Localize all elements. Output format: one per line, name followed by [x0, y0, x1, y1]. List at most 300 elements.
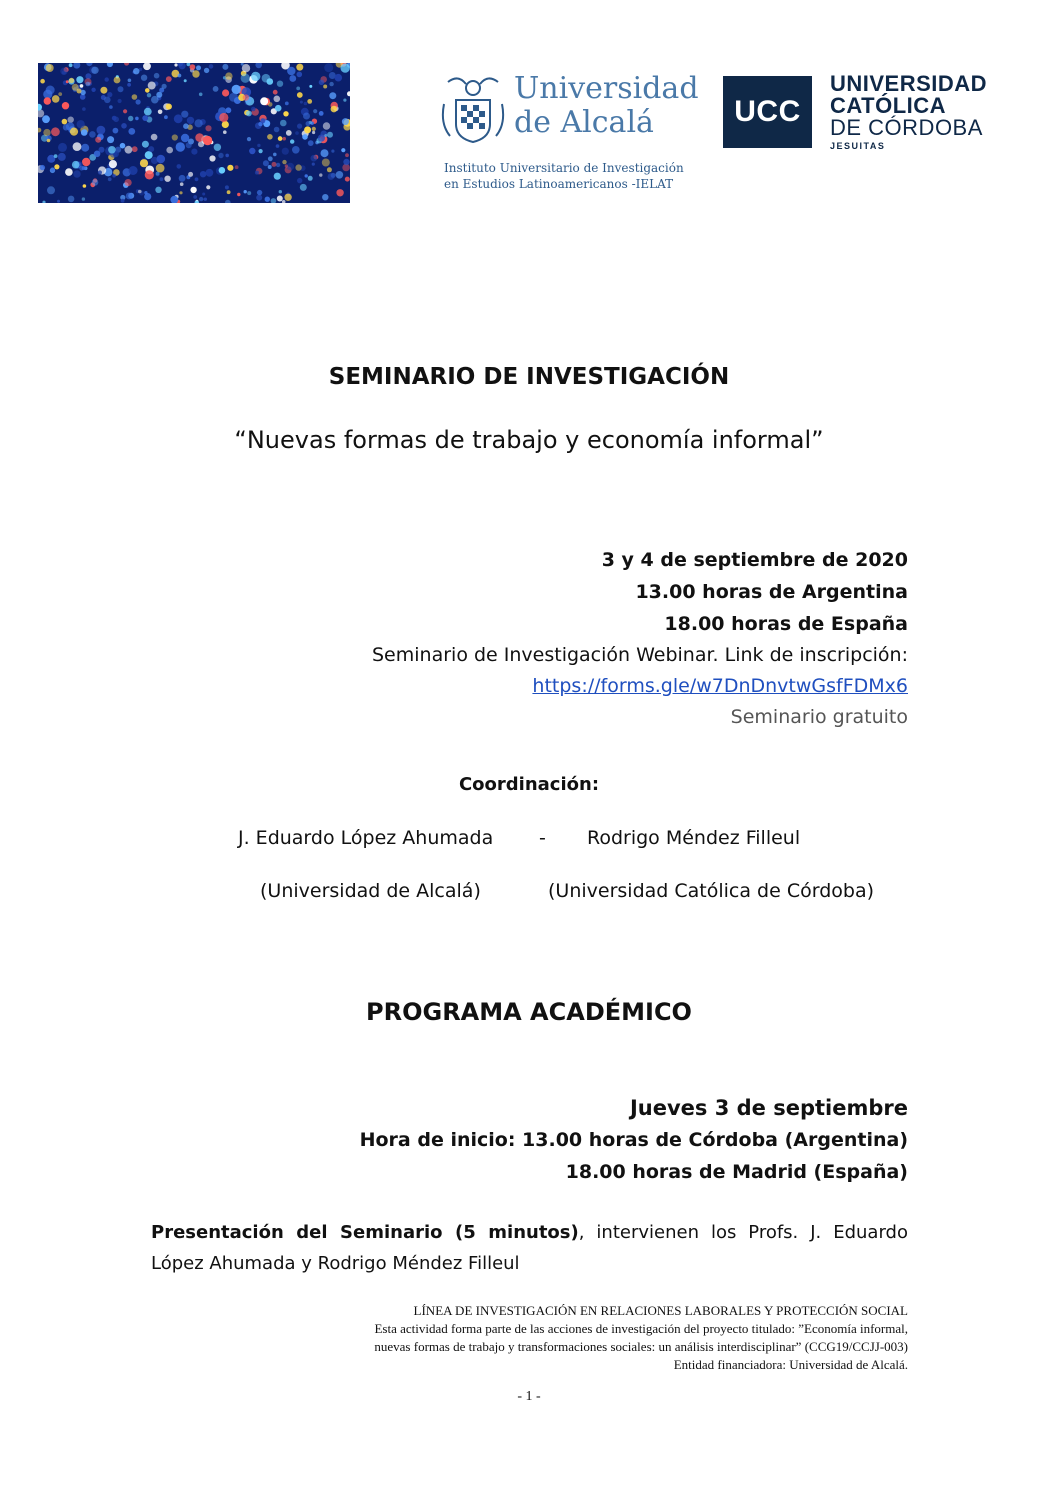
- banner-dot: [50, 167, 54, 171]
- banner-dot: [295, 131, 299, 135]
- banner-dot: [242, 64, 250, 72]
- banner-dot: [341, 63, 350, 72]
- banner-dot: [307, 99, 312, 104]
- program-start-es: 18.00 horas de Madrid (España): [565, 1161, 908, 1183]
- coordination-label: Coordinación:: [458, 774, 600, 795]
- banner-dot: [82, 197, 85, 200]
- banner-dot: [46, 64, 54, 72]
- banner-dot: [272, 162, 277, 167]
- banner-dot: [304, 102, 308, 106]
- banner-dot: [145, 170, 154, 179]
- banner-dot: [51, 127, 60, 136]
- banner-dot: [260, 97, 268, 105]
- banner-dot: [40, 79, 45, 84]
- banner-dot: [40, 165, 45, 170]
- banner-dot: [126, 193, 133, 200]
- banner-dot: [166, 76, 172, 82]
- banner-dot: [196, 65, 201, 70]
- banner-dot: [311, 155, 318, 162]
- banner-dot: [203, 136, 212, 145]
- banner-dot: [276, 163, 280, 167]
- banner-dot: [60, 68, 67, 75]
- banner-dot: [70, 128, 78, 136]
- banner-dot: [162, 84, 167, 89]
- banner-dot: [140, 159, 148, 167]
- banner-dot: [89, 131, 96, 138]
- banner-dot: [156, 92, 162, 98]
- banner-dot: [133, 68, 139, 74]
- banner-dot: [273, 153, 277, 157]
- footer-line3: nuevas formas de trabajo y transformaciones sociales: un análisis interdisciplinar” (CCG19/CCJJ-003): [374, 1339, 908, 1354]
- banner-dot: [52, 95, 60, 103]
- banner-dot: [179, 175, 186, 182]
- banner-dot: [190, 187, 196, 193]
- banner-dot: [195, 133, 204, 142]
- banner-dot: [323, 85, 327, 89]
- banner-dot: [329, 82, 333, 86]
- banner-dot: [132, 146, 138, 152]
- banner-dot: [145, 151, 153, 159]
- banner-dot: [91, 67, 98, 74]
- banner-dot: [188, 172, 193, 177]
- uah-logo: [438, 74, 508, 146]
- banner-dot: [285, 102, 289, 106]
- banner-dot: [195, 177, 199, 181]
- banner-dot: [249, 148, 255, 154]
- banner-dot: [42, 115, 50, 123]
- banner-dot: [177, 164, 182, 169]
- program-heading: PROGRAMA ACADÉMICO: [366, 998, 692, 1026]
- banner-dot: [80, 84, 84, 88]
- banner-dot: [91, 88, 95, 92]
- banner-dot: [300, 184, 307, 191]
- banner-dot: [105, 77, 109, 81]
- banner-dot: [331, 150, 334, 153]
- banner-dot: [97, 126, 106, 135]
- banner-dot: [57, 200, 60, 203]
- banner-dot: [274, 96, 281, 103]
- banner-dot: [295, 164, 301, 170]
- banner-dot: [58, 143, 67, 152]
- banner-dot: [277, 196, 283, 202]
- banner-dot: [218, 153, 223, 158]
- banner-dot: [129, 166, 138, 175]
- banner-dot: [166, 147, 173, 154]
- footer-line4: Entidad financiadora: Universidad de Alcalá.: [673, 1357, 908, 1372]
- ucc-logo-text: [830, 73, 987, 153]
- banner-dot: [166, 104, 172, 110]
- banner-dot: [76, 76, 83, 83]
- banner-dot: [204, 68, 209, 73]
- banner-dot: [107, 92, 112, 97]
- banner-dot: [268, 102, 273, 107]
- banner-dot: [327, 167, 332, 172]
- banner-dot: [278, 136, 283, 141]
- banner-dot: [235, 165, 239, 169]
- banner-dot: [227, 190, 231, 194]
- banner-dot: [263, 160, 269, 166]
- banner-dot: [69, 63, 73, 67]
- banner-dot: [335, 74, 343, 82]
- banner-dot: [135, 117, 139, 121]
- banner-dot: [297, 124, 302, 129]
- banner-dot: [267, 134, 273, 140]
- banner-dot: [179, 191, 182, 194]
- banner-dot: [277, 81, 283, 87]
- banner-dot: [125, 179, 132, 186]
- banner-dot: [297, 72, 303, 78]
- banner-dot: [309, 85, 312, 88]
- banner-dot: [69, 78, 74, 83]
- banner-dot: [199, 93, 203, 97]
- ucc-logo-box: UCC: [723, 76, 812, 148]
- banner-dot: [268, 156, 273, 161]
- banner-dot: [251, 72, 260, 81]
- banner-dot: [62, 119, 68, 125]
- banner-dot: [107, 136, 114, 143]
- banner-dot: [62, 102, 69, 109]
- banner-dot: [246, 111, 252, 117]
- banner-dot: [241, 74, 250, 83]
- banner-dot: [304, 126, 311, 133]
- banner-dot: [68, 196, 75, 203]
- banner-dot: [112, 116, 117, 121]
- footer-line1: LÍNEA DE INVESTIGACIÓN EN RELACIONES LABORALES Y PROTECCIÓN SOCIAL: [413, 1303, 908, 1318]
- uah-name-line1: Universidad: [514, 71, 699, 106]
- banner-dot: [58, 153, 66, 161]
- banner-dot: [193, 195, 197, 199]
- banner-dot: [225, 154, 229, 158]
- banner-dot: [125, 146, 133, 154]
- banner-dot: [305, 174, 308, 177]
- banner-dot: [68, 117, 74, 123]
- banner-dot: [209, 155, 215, 161]
- banner-dot: [324, 63, 333, 72]
- banner-dot: [306, 121, 311, 126]
- banner-dot: [112, 174, 116, 178]
- banner-dot: [180, 182, 184, 186]
- banner-dot: [321, 149, 329, 157]
- banner-dot: [331, 106, 338, 113]
- banner-dot: [118, 86, 124, 92]
- header-banner-image: [38, 63, 350, 203]
- webinar-text: Seminario de Investigación Webinar. Link de inscripción:: [372, 644, 908, 666]
- banner-dot: [43, 129, 50, 136]
- banner-dot: [297, 178, 302, 183]
- banner-dot: [178, 74, 182, 78]
- banner-dot: [319, 80, 324, 85]
- banner-dot: [287, 67, 295, 75]
- banner-dot: [265, 197, 270, 202]
- banner-dot: [82, 158, 90, 166]
- banner-dot: [257, 190, 262, 195]
- banner-dot: [247, 191, 251, 195]
- banner-dot: [81, 129, 88, 136]
- banner-dot: [54, 164, 59, 169]
- banner-dot: [282, 137, 286, 141]
- banner-dot: [329, 92, 336, 99]
- banner-dot: [147, 93, 151, 97]
- event-date: 3 y 4 de septiembre de 2020: [601, 549, 908, 571]
- banner-dot: [151, 134, 158, 141]
- banner-dot: [202, 193, 205, 196]
- banner-dot: [297, 92, 303, 98]
- banner-dot: [128, 116, 133, 121]
- banner-dot: [214, 144, 221, 151]
- banner-dot: [98, 170, 102, 174]
- banner-dot: [292, 146, 300, 154]
- coordinator-1-institution: (Universidad de Alcalá): [260, 880, 481, 902]
- banner-dot: [186, 142, 192, 148]
- banner-dot: [222, 64, 228, 70]
- banner-dot: [121, 123, 127, 129]
- banner-dot: [108, 146, 116, 154]
- banner-dot: [225, 72, 232, 79]
- banner-dot: [341, 148, 345, 152]
- banner-dot: [209, 64, 214, 69]
- banner-dot: [312, 163, 315, 166]
- banner-dot: [323, 122, 330, 129]
- banner-dot: [206, 185, 210, 189]
- banner-dot: [148, 82, 156, 90]
- banner-dot: [312, 131, 315, 134]
- banner-dot: [226, 107, 232, 113]
- presentation-bold: Presentación del Seminario (5 minutos): [151, 1222, 579, 1243]
- banner-dot: [327, 132, 333, 138]
- banner-dot: [65, 168, 73, 176]
- banner-dot: [176, 142, 185, 151]
- banner-dot: [319, 173, 322, 176]
- banner-dot: [132, 94, 138, 100]
- banner-dot: [73, 170, 80, 177]
- page-subtitle: “Nuevas formas de trabajo y economía informal”: [234, 426, 824, 454]
- banner-dot: [273, 90, 278, 95]
- banner-dot: [275, 105, 282, 112]
- banner-dot: [108, 177, 112, 181]
- banner-dot: [251, 107, 256, 112]
- banner-dot: [282, 148, 289, 155]
- footer-line2: Esta actividad forma parte de las acciones de investigación del proyecto titulado: ”Economía informal,: [374, 1321, 908, 1336]
- banner-dot: [144, 193, 151, 200]
- banner-dot: [81, 144, 89, 152]
- banner-dot: [164, 115, 168, 119]
- banner-dot: [191, 149, 197, 155]
- banner-dot: [313, 109, 317, 113]
- banner-dot: [247, 137, 251, 141]
- banner-dot: [280, 120, 287, 127]
- banner-dot: [142, 115, 148, 121]
- banner-dot: [205, 125, 211, 131]
- banner-dot: [190, 64, 196, 70]
- banner-dot: [259, 149, 263, 153]
- banner-dot: [157, 155, 166, 164]
- banner-dot: [319, 111, 324, 116]
- ucc-line4: JESUITAS: [830, 141, 886, 151]
- presentation-rest: , intervienen los Profs. J. Eduardo López Ahumada y Rodrigo Méndez Filleul: [151, 1222, 908, 1274]
- banner-dot: [47, 186, 55, 194]
- banner-dot: [83, 184, 87, 188]
- banner-dot: [222, 89, 229, 96]
- banner-dot: [322, 194, 328, 200]
- banner-dot: [296, 87, 300, 91]
- banner-dot: [46, 86, 55, 95]
- banner-dot: [342, 118, 349, 125]
- banner-dot: [345, 153, 349, 157]
- banner-dot: [303, 113, 310, 120]
- uah-logo-text: [514, 72, 699, 140]
- banner-dot: [160, 177, 164, 181]
- banner-dot: [113, 128, 119, 134]
- banner-dot: [181, 134, 189, 142]
- banner-dot: [279, 190, 282, 193]
- banner-dot: [154, 73, 160, 79]
- banner-dot: [155, 187, 161, 193]
- banner-dot: [219, 113, 228, 122]
- banner-dot: [204, 198, 207, 201]
- banner-dot: [94, 151, 101, 158]
- banner-dot: [324, 134, 327, 137]
- banner-dot: [77, 120, 85, 128]
- free-seminar-text: Seminario gratuito: [730, 706, 908, 728]
- banner-dot: [257, 144, 260, 147]
- banner-dot: [274, 173, 281, 180]
- banner-dot: [183, 123, 189, 129]
- banner-dot: [155, 172, 159, 176]
- banner-dot: [336, 189, 343, 196]
- banner-dot: [148, 146, 154, 152]
- banner-dot: [198, 141, 204, 147]
- ucc-line1: UNIVERSIDAD: [830, 71, 988, 96]
- banner-dot: [290, 139, 294, 143]
- banner-dot: [44, 97, 51, 104]
- banner-dot: [72, 161, 80, 169]
- banner-dot: [237, 193, 240, 196]
- uah-institute-line2: en Estudios Latinoamericanos -IELAT: [444, 177, 674, 191]
- banner-dot: [172, 134, 178, 140]
- banner-dot: [164, 176, 170, 182]
- banner-dot: [174, 114, 183, 123]
- banner-dot: [156, 164, 165, 173]
- banner-dot: [58, 92, 62, 96]
- coordinator-2: Rodrigo Méndez Filleul: [587, 827, 801, 849]
- banner-dot: [343, 159, 349, 165]
- banner-dot: [322, 159, 330, 167]
- banner-dot: [181, 111, 188, 118]
- banner-dot: [187, 117, 194, 124]
- banner-dot: [225, 185, 229, 189]
- ucc-line2: CATÓLICA: [830, 93, 947, 118]
- banner-dot: [308, 176, 313, 181]
- banner-dot: [136, 99, 141, 104]
- banner-dot: [54, 154, 58, 158]
- banner-dot: [296, 64, 303, 71]
- banner-dot: [283, 111, 288, 116]
- banner-dot: [184, 79, 187, 82]
- banner-dot: [256, 195, 262, 201]
- program-day-info: [360, 1092, 908, 1188]
- banner-dot: [195, 119, 203, 127]
- banner-dot: [114, 77, 121, 84]
- banner-dot: [95, 137, 101, 143]
- banner-dot: [86, 82, 91, 87]
- banner-dot: [300, 101, 303, 104]
- banner-dot: [276, 144, 280, 148]
- coordinator-2-institution: (Universidad Católica de Córdoba): [548, 880, 874, 902]
- banner-dot: [312, 127, 316, 131]
- banner-dot: [72, 84, 79, 91]
- banner-dot: [227, 165, 233, 171]
- banner-dot: [151, 157, 158, 164]
- banner-dot: [268, 165, 272, 169]
- page-title: SEMINARIO DE INVESTIGACIÓN: [328, 364, 730, 390]
- banner-dot: [229, 93, 238, 102]
- banner-dot: [289, 75, 296, 82]
- ucc-line3: DE CÓRDOBA: [830, 115, 983, 140]
- banner-dot: [92, 179, 99, 186]
- banner-dot: [282, 160, 286, 164]
- banner-dot: [82, 166, 86, 170]
- banner-dot: [127, 83, 131, 87]
- banner-dot: [223, 130, 227, 134]
- banner-dot: [328, 173, 335, 180]
- uah-institute-line1: Instituto Universitario de Investigación: [444, 161, 684, 175]
- banner-dot: [144, 108, 152, 116]
- banner-dot: [260, 118, 265, 123]
- banner-dot: [336, 171, 344, 179]
- registration-link[interactable]: https://forms.gle/w7DnDnvtwGsfFDMx6: [532, 675, 908, 697]
- banner-dot: [47, 139, 51, 143]
- banner-dot: [262, 74, 271, 83]
- banner-dot: [138, 190, 142, 194]
- uah-shield-icon: [438, 74, 508, 146]
- banner-dot: [255, 171, 259, 175]
- uah-institute: [444, 160, 684, 192]
- banner-dot: [243, 94, 249, 100]
- banner-dot: [286, 130, 292, 136]
- banner-dot: [142, 141, 149, 148]
- page-footer: [374, 1302, 908, 1374]
- banner-dot: [128, 79, 132, 83]
- banner-dot: [343, 99, 346, 102]
- event-time-ar: 13.00 horas de Argentina: [635, 581, 908, 603]
- banner-dot: [104, 97, 111, 104]
- banner-dot: [284, 194, 291, 201]
- uah-name-line2: de Alcalá: [514, 105, 654, 140]
- banner-dot: [158, 110, 163, 115]
- banner-dot: [200, 171, 206, 177]
- banner-dot: [174, 63, 177, 66]
- banner-dot: [109, 105, 113, 109]
- banner-dot: [285, 164, 288, 167]
- presentation-paragraph: [151, 1217, 908, 1279]
- banner-dot: [120, 143, 126, 149]
- banner-dot: [244, 190, 247, 193]
- banner-dot: [121, 199, 125, 203]
- banner-dot: [213, 86, 219, 92]
- banner-dot: [100, 87, 107, 94]
- banner-dot: [109, 160, 117, 168]
- banner-dot: [274, 127, 280, 133]
- banner-dot: [302, 134, 308, 140]
- program-day: Jueves 3 de septiembre: [629, 1096, 908, 1120]
- banner-dot: [219, 167, 226, 174]
- program-start-ar: Hora de inicio: 13.00 horas de Córdoba (Argentina): [359, 1129, 908, 1151]
- banner-dot: [232, 85, 241, 94]
- banner-dot: [199, 197, 203, 201]
- event-info: [372, 544, 908, 733]
- banner-dot: [123, 109, 127, 113]
- banner-dot: [118, 99, 122, 103]
